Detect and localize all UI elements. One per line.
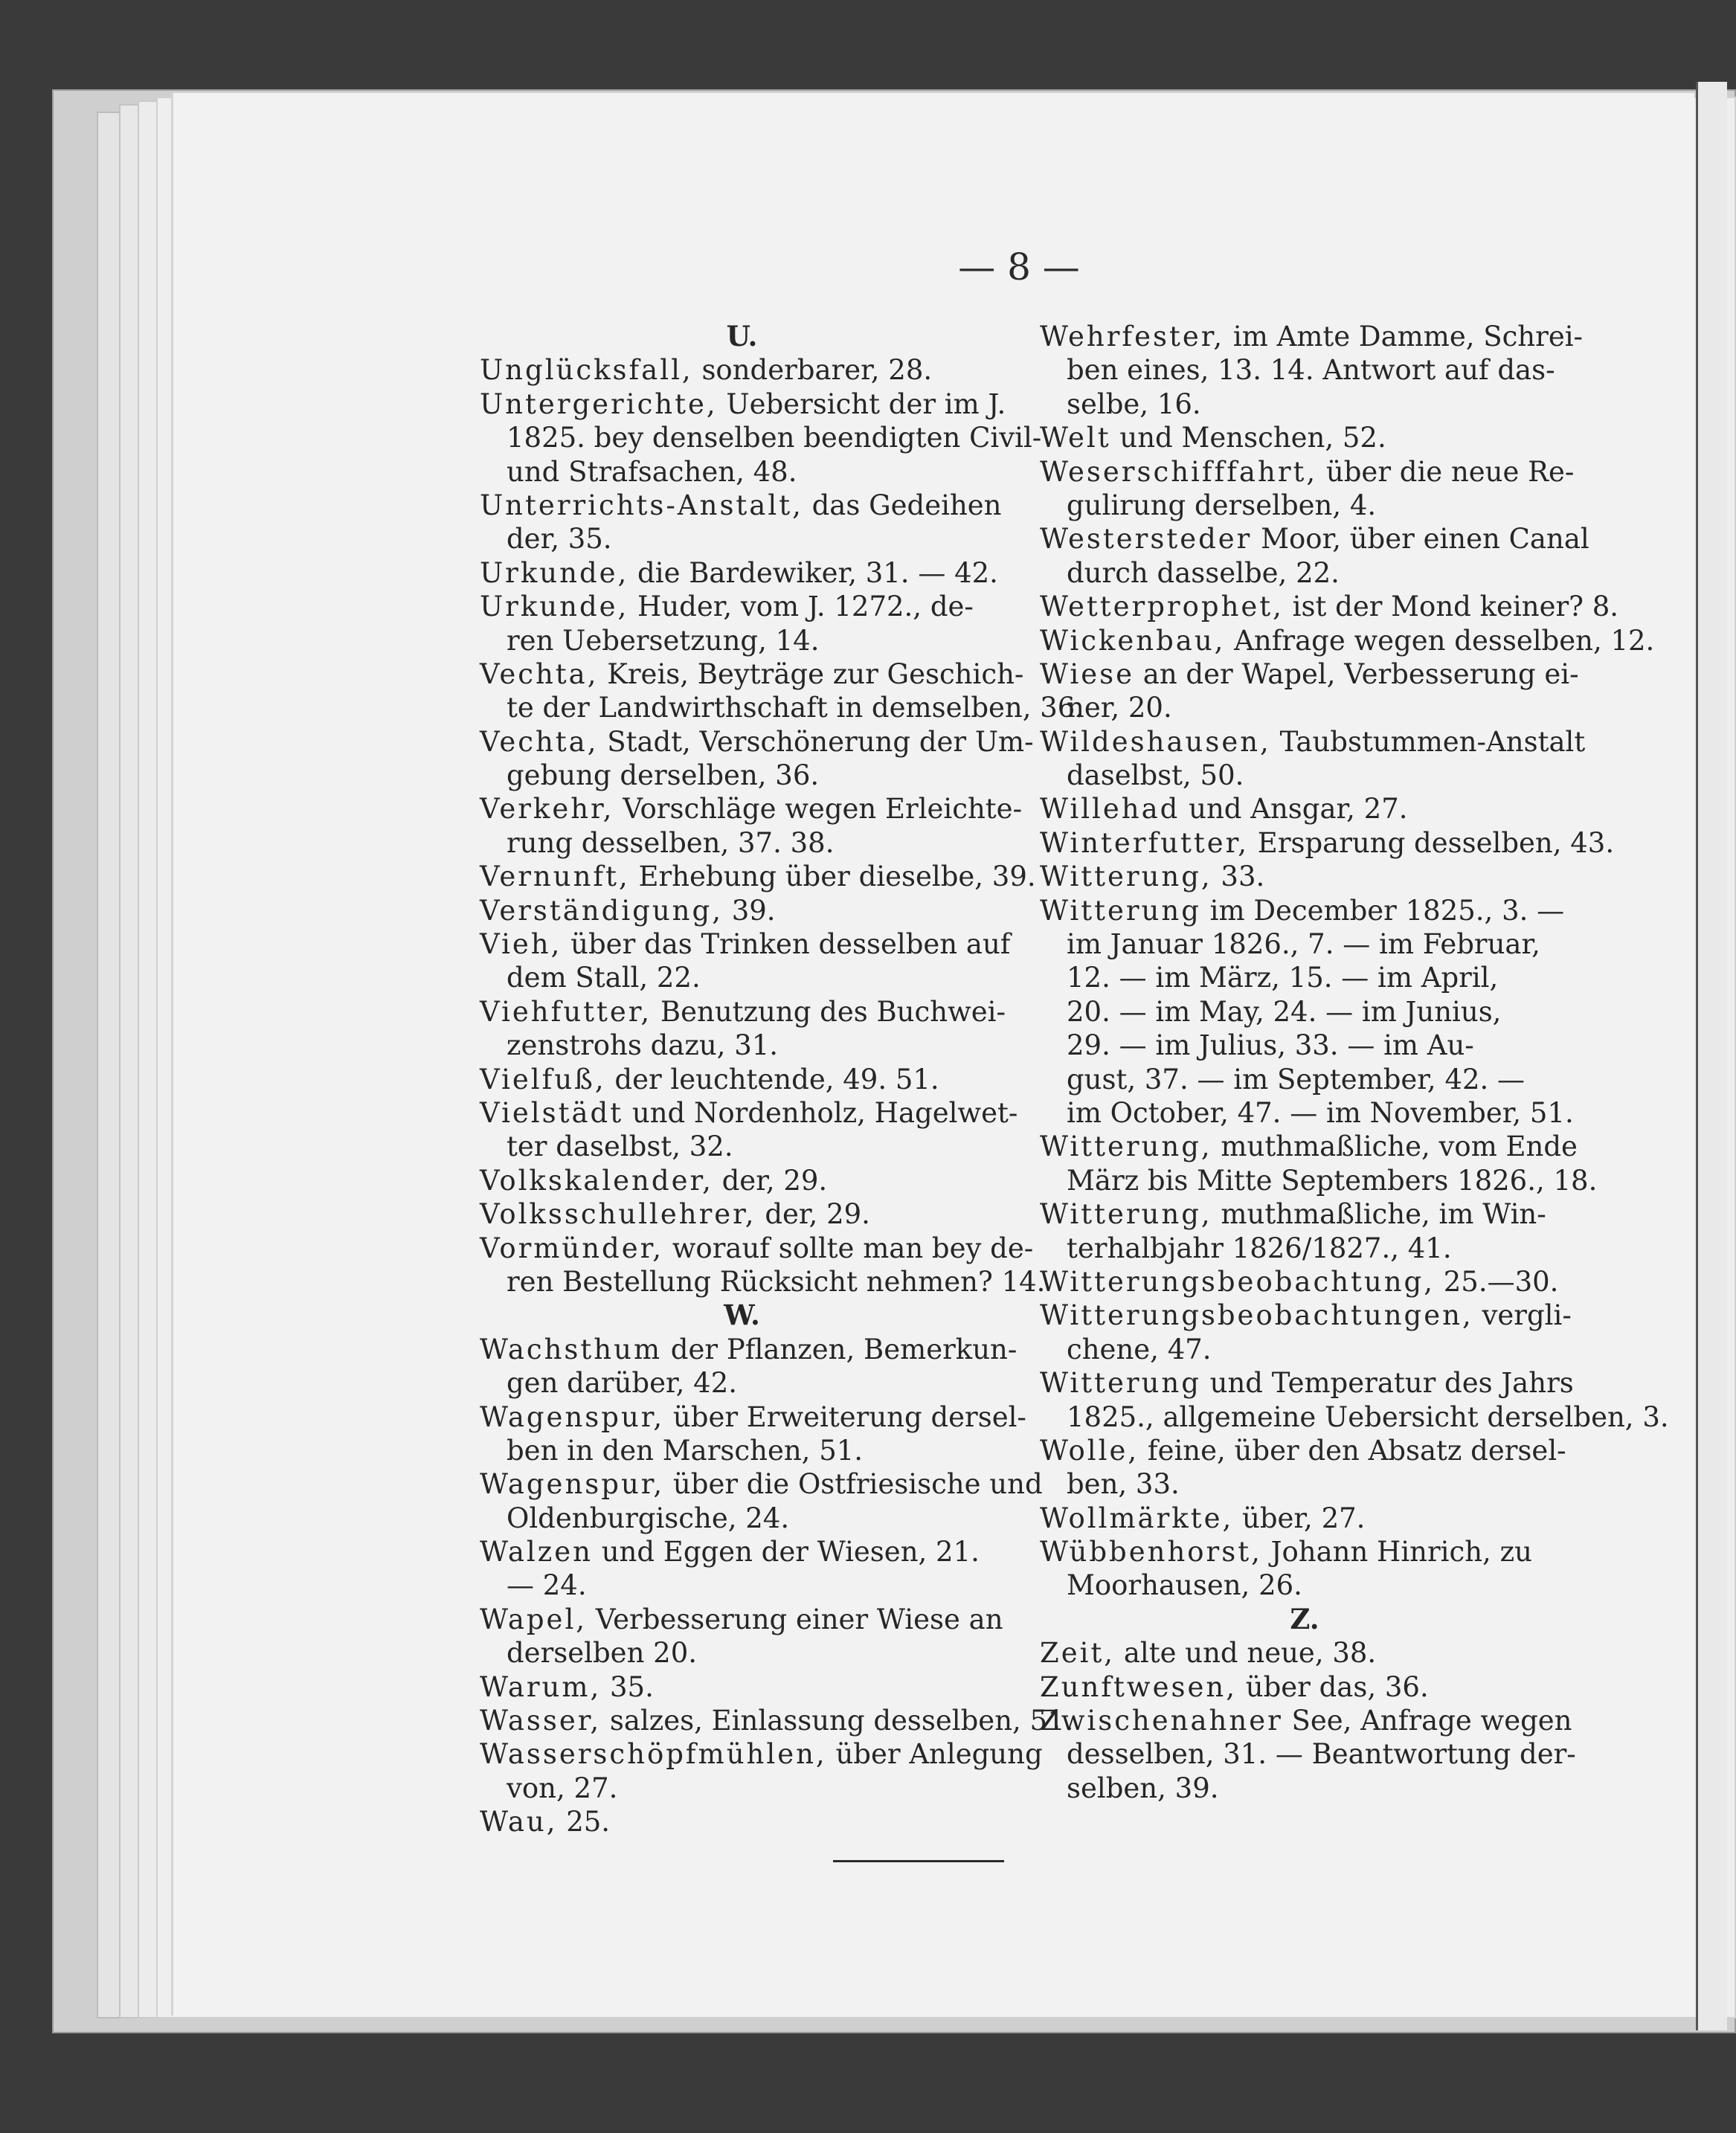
- index-reference: der, 29.: [713, 1164, 828, 1197]
- index-entry: [480, 860, 1036, 893]
- page-number: — 8 —: [958, 245, 1080, 289]
- index-term: Willehad: [1040, 793, 1180, 826]
- index-reference: über das, 36.: [1236, 1670, 1429, 1703]
- index-term: Urkunde,: [480, 556, 629, 589]
- index-entry: [480, 1164, 1004, 1197]
- index-entry-continuation: gulirung derselben, 4.: [1067, 489, 1377, 521]
- index-term: Weserschifffahrt,: [1040, 455, 1318, 488]
- index-entry-continuation: ben, 33.: [1067, 1468, 1180, 1501]
- index-letter-heading: U.: [726, 320, 758, 353]
- index-entry: [480, 927, 1011, 961]
- index-entry-continuation: derselben 20.: [507, 1637, 698, 1670]
- index-term: Unterrichts-Anstalt,: [480, 489, 803, 521]
- index-term: Wollmärkte,: [1040, 1502, 1234, 1534]
- index-entry: [1040, 1130, 1578, 1163]
- index-term: Wickenbau,: [1040, 624, 1226, 657]
- index-term: Wapel,: [480, 1603, 588, 1635]
- index-entry-continuation: gust, 37. — im September, 42. —: [1067, 1063, 1526, 1096]
- index-term: Winterfutter,: [1040, 826, 1250, 859]
- index-entry: [1040, 1265, 1569, 1299]
- index-term: Witterungsbeobachtung,: [1040, 1265, 1435, 1298]
- index-entry-continuation: Oldenburgische, 24.: [507, 1502, 790, 1534]
- index-reference: die Bardewiker, 31. — 42.: [629, 556, 998, 589]
- index-term: Witterung: [1040, 894, 1201, 927]
- index-term: Wasserschöpfmühlen,: [480, 1738, 827, 1771]
- index-term: Vechta,: [480, 725, 599, 758]
- index-term: Witterung,: [1040, 1198, 1212, 1231]
- index-entry: [480, 894, 1004, 927]
- index-reference: im Amte Damme, Schrei-: [1224, 321, 1584, 353]
- index-term: Viehfutter,: [480, 995, 652, 1028]
- index-entry: [1040, 320, 1584, 353]
- index-entry: [480, 489, 1004, 522]
- index-term: Unglücksfall,: [480, 354, 693, 387]
- index-entry-continuation: im Januar 1826., 7. — im Februar,: [1067, 928, 1540, 961]
- index-entry-continuation: zenstrohs dazu, 31.: [507, 1029, 779, 1062]
- index-entry: [480, 1333, 1018, 1366]
- index-entry: [1040, 624, 1655, 657]
- index-entry: [480, 387, 1004, 421]
- index-entry: [480, 1805, 1004, 1838]
- index-entry-continuation: im October, 47. — im November, 51.: [1067, 1096, 1574, 1129]
- index-entry: [1040, 1704, 1572, 1737]
- index-reference: 25.—30.: [1435, 1265, 1559, 1298]
- index-entry: [480, 657, 1024, 691]
- index-reference: das Gedeihen: [803, 489, 1002, 521]
- index-reference: See, Anfrage wegen: [1282, 1705, 1572, 1737]
- index-entry-continuation: und Strafsachen, 48.: [507, 455, 797, 488]
- index-term: Wolle,: [1040, 1434, 1139, 1467]
- index-entry-continuation: selben, 39.: [1067, 1772, 1219, 1804]
- index-entry: [1040, 1299, 1572, 1332]
- index-reference: Stadt, Verschönerung der Um-: [598, 725, 1034, 758]
- index-entry: [480, 1737, 1043, 1771]
- index-reference: Uebersicht der im J.: [717, 387, 1006, 420]
- index-term: Vieh,: [480, 928, 562, 961]
- index-term: Witterungsbeobachtungen,: [1040, 1299, 1473, 1332]
- index-entry-continuation: chene, 47.: [1067, 1333, 1212, 1365]
- index-entry-continuation: ter daselbst, 32.: [507, 1130, 733, 1163]
- index-entry: [480, 1467, 1043, 1501]
- index-entry-continuation: 1825. bey denselben beendigten Civil-: [507, 422, 1042, 454]
- index-entry: [1040, 1434, 1569, 1467]
- index-reference: Vorschläge wegen Erleichte-: [614, 793, 1023, 826]
- index-entry: [480, 556, 1004, 590]
- index-entry-continuation: von, 27.: [507, 1772, 618, 1804]
- index-entry: [1040, 455, 1575, 489]
- index-entry: [480, 590, 1004, 623]
- index-reference: worauf sollte man bey de-: [663, 1232, 1034, 1264]
- index-term: Walzen: [480, 1536, 593, 1569]
- index-entry: [1040, 725, 1586, 759]
- index-term: Wagenspur,: [480, 1400, 665, 1433]
- index-reference: Johann Hinrich, zu: [1261, 1536, 1532, 1569]
- index-term: Verkehr,: [480, 793, 614, 826]
- index-entry: [1040, 1636, 1569, 1670]
- index-reference: Huder, vom J. 1272., de-: [629, 591, 974, 623]
- index-reference: über Anlegung: [826, 1738, 1043, 1771]
- index-reference: Moor, über einen Canal: [1252, 523, 1589, 556]
- index-term: Zeit,: [1040, 1637, 1116, 1670]
- index-term: Volkskalender,: [480, 1164, 713, 1197]
- index-term: Vernunft,: [480, 860, 630, 893]
- index-term: Urkunde,: [480, 591, 629, 623]
- index-entry-continuation: ren Bestellung Rücksicht nehmen? 14.: [507, 1265, 1046, 1298]
- index-entry-continuation: 12. — im März, 15. — im April,: [1067, 962, 1499, 994]
- index-term: Wildeshausen,: [1040, 725, 1271, 758]
- index-term: Wetterprophet,: [1040, 591, 1284, 623]
- index-entry: [480, 1400, 1026, 1434]
- index-reference: ist der Mond keiner? 8.: [1283, 591, 1619, 623]
- index-entry: [480, 725, 1034, 759]
- index-entry-continuation: rung desselben, 37. 38.: [507, 826, 835, 859]
- index-reference: über Erweiterung dersel-: [664, 1400, 1026, 1433]
- facing-page-edge: [1696, 82, 1727, 2030]
- index-entry: [1040, 792, 1569, 826]
- index-letter-heading: Z.: [1290, 1602, 1319, 1635]
- index-entry-continuation: gen darüber, 42.: [507, 1367, 738, 1400]
- index-reference: Anfrage wegen desselben, 12.: [1225, 624, 1655, 657]
- index-term: Wasser,: [480, 1705, 602, 1737]
- index-term: Witterung: [1040, 1367, 1201, 1400]
- index-entry: [480, 1063, 1004, 1096]
- index-entry-continuation: — 24.: [507, 1569, 587, 1602]
- index-entry: [480, 1535, 1004, 1569]
- index-reference: über, 27.: [1233, 1502, 1366, 1534]
- index-reference: Verbesserung einer Wiese an: [587, 1603, 1003, 1635]
- index-term: Vormünder,: [480, 1232, 663, 1264]
- index-entry: [480, 1096, 1018, 1130]
- index-entry-continuation: durch dasselbe, 22.: [1067, 556, 1340, 589]
- index-entry: [480, 792, 1023, 826]
- index-term: Witterung,: [1040, 860, 1212, 893]
- index-reference: Benutzung des Buchwei-: [652, 995, 1006, 1028]
- index-reference: muthmaßliche, im Win-: [1212, 1198, 1546, 1231]
- index-reference: muthmaßliche, vom Ende: [1212, 1130, 1578, 1163]
- index-term: Vielstädt: [480, 1096, 624, 1129]
- index-term: Wübbenhorst,: [1040, 1536, 1262, 1569]
- index-entry: [1040, 1670, 1569, 1704]
- index-column-right: [1040, 320, 1669, 1805]
- index-reference: feine, über den Absatz dersel-: [1139, 1434, 1566, 1467]
- index-reference: Taubstummen-Anstalt: [1270, 725, 1586, 758]
- index-reference: alte und neue, 38.: [1115, 1637, 1377, 1670]
- index-entry: [1040, 1502, 1569, 1535]
- index-entry-continuation: te der Landwirthschaft in demselben, 36.: [507, 692, 1084, 724]
- index-reference: an der Wapel, Verbesserung ei-: [1134, 657, 1579, 690]
- index-entry: [480, 1603, 1004, 1636]
- index-reference: und Temperatur des Jahrs: [1200, 1367, 1574, 1400]
- index-entry-continuation: ren Uebersetzung, 14.: [507, 624, 820, 657]
- index-reference: der Pflanzen, Bemerkun-: [662, 1333, 1018, 1365]
- index-entry-continuation: desselben, 31. — Beantwortung der-: [1067, 1738, 1576, 1771]
- index-entry-continuation: ner, 20.: [1067, 692, 1172, 724]
- index-entry-continuation: 20. — im May, 24. — im Junius,: [1067, 995, 1502, 1028]
- end-rule: [833, 1860, 1004, 1862]
- index-term: Zwischenahner: [1040, 1705, 1283, 1737]
- index-entry: [1040, 657, 1579, 691]
- index-entry: [480, 353, 1004, 387]
- index-reference: Erhebung über dieselbe, 39.: [629, 860, 1036, 893]
- index-term: Westersteder: [1040, 523, 1253, 556]
- index-term: Wiese: [1040, 657, 1134, 690]
- index-term: Wau,: [480, 1806, 558, 1838]
- index-term: Vechta,: [480, 657, 599, 690]
- index-reference: sonderbarer, 28.: [692, 354, 933, 387]
- index-entry: [480, 1197, 1004, 1231]
- index-reference: 25.: [557, 1806, 611, 1838]
- index-term: Untergerichte,: [480, 387, 718, 420]
- index-reference: und Eggen der Wiesen, 21.: [592, 1536, 980, 1569]
- index-entry: [1040, 1535, 1569, 1569]
- index-entry: [480, 995, 1004, 1029]
- index-entry: [1040, 860, 1569, 893]
- index-term: Wagenspur,: [480, 1468, 665, 1501]
- index-entry: [1040, 826, 1615, 860]
- index-entry-continuation: März bis Mitte Septembers 1826., 18.: [1067, 1164, 1598, 1197]
- index-entry: [480, 1670, 1004, 1704]
- index-reference: Kreis, Beyträge zur Geschich-: [598, 657, 1024, 690]
- index-reference: über die Ostfriesische und: [664, 1468, 1043, 1501]
- index-term: Warum,: [480, 1670, 602, 1703]
- index-entry-continuation: dem Stall, 22.: [507, 962, 701, 994]
- index-entry: [480, 1232, 1034, 1265]
- index-entry-continuation: ben in den Marschen, 51.: [507, 1434, 864, 1467]
- index-reference: über die neue Re-: [1317, 455, 1575, 488]
- index-entry-continuation: selbe, 16.: [1067, 387, 1201, 420]
- index-entry-continuation: der, 35.: [507, 523, 612, 556]
- index-entry: [1040, 590, 1619, 623]
- index-term: Witterung,: [1040, 1130, 1212, 1163]
- index-reference: der leuchtende, 49. 51.: [605, 1063, 939, 1096]
- index-reference: 39.: [722, 894, 776, 927]
- index-term: Welt: [1040, 422, 1111, 454]
- index-reference: 35.: [601, 1670, 654, 1703]
- index-entry: [1040, 421, 1569, 454]
- index-term: Volksschullehrer,: [480, 1198, 756, 1231]
- index-reference: vergli-: [1473, 1299, 1572, 1332]
- index-term: Vielfuß,: [480, 1063, 606, 1096]
- index-reference: über das Trinken desselben auf: [562, 928, 1011, 961]
- index-entry-continuation: daselbst, 50.: [1067, 759, 1244, 792]
- index-term: Verständigung,: [480, 894, 723, 927]
- index-reference: salzes, Einlassung desselben, 51.: [601, 1705, 1074, 1737]
- index-letter-heading: W.: [724, 1299, 760, 1332]
- index-term: Wehrfester,: [1040, 321, 1225, 353]
- index-term: Zunftwesen,: [1040, 1670, 1237, 1703]
- index-reference: und Menschen, 52.: [1110, 422, 1386, 454]
- index-reference: im December 1825., 3. —: [1200, 894, 1565, 927]
- index-reference: und Ansgar, 27.: [1180, 793, 1408, 826]
- index-entry-continuation: ben eines, 13. 14. Antwort auf das-: [1067, 354, 1555, 387]
- index-entry: [1040, 1197, 1569, 1231]
- index-reference: der, 29.: [756, 1198, 870, 1231]
- index-entry: [1040, 1366, 1574, 1400]
- index-reference: und Nordenholz, Hagelwet-: [623, 1096, 1018, 1129]
- index-entry-continuation: Moorhausen, 26.: [1067, 1569, 1302, 1602]
- index-entry-continuation: 1825., allgemeine Uebersicht derselben, 3.: [1067, 1400, 1669, 1433]
- index-entry: [480, 1704, 1074, 1737]
- index-entry-continuation: 29. — im Julius, 33. — im Au-: [1067, 1029, 1474, 1062]
- index-entry-continuation: gebung derselben, 36.: [507, 759, 820, 792]
- index-entry-continuation: terhalbjahr 1826/1827., 41.: [1067, 1232, 1452, 1264]
- index-term: Wachsthum: [480, 1333, 663, 1365]
- index-reference: Ersparung desselben, 43.: [1249, 826, 1615, 859]
- index-reference: 33.: [1212, 860, 1265, 893]
- index-entry: [1040, 522, 1589, 556]
- index-entry: [1040, 894, 1569, 927]
